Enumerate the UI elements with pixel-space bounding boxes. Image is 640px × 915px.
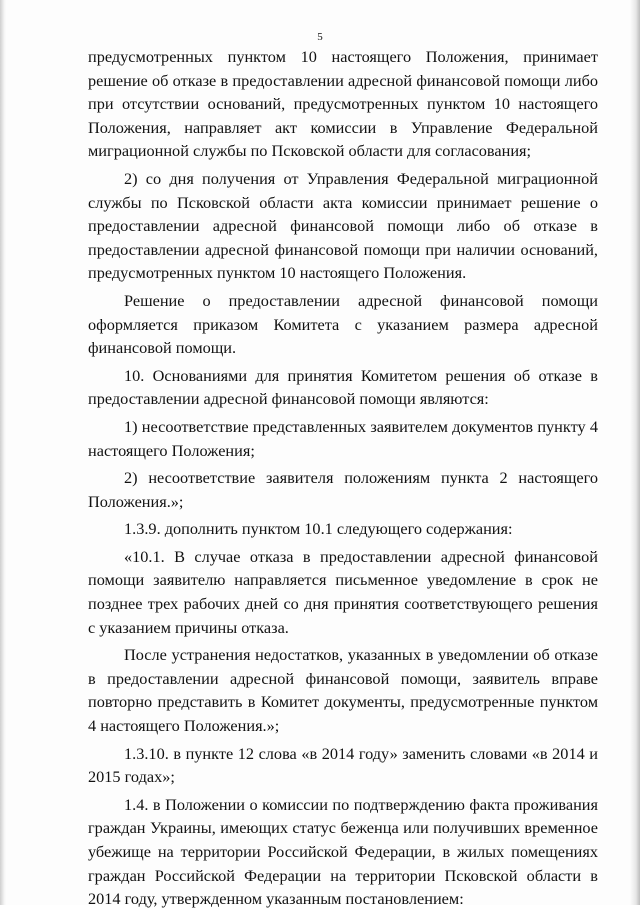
page-number: 5 [317, 31, 323, 43]
paragraph-point-10: 10. Основаниями для принятия Комитетом решения об отказе в предоставлении адресной финансовой помощи являются: [88, 365, 598, 409]
paragraph-point-10-sub-2: 2) несоответствие заявителя положениям пункта 2 настоящего Положения.»; [88, 468, 598, 511]
scan-shadow-left [0, 0, 6, 905]
paragraph-1-3-10: 1.3.10. в пункте 12 слова «в 2014 году» заменить словами «в 2014 и 2015 годах»; [88, 743, 598, 787]
paragraph-1-4: 1.4. в Положении о комиссии по подтверждению факта проживания граждан Украины, имеющих статус беженца или получивших временное убежище на территории Российской Федерации, в жилых помещениях граждан Российской Федерации на территории Псковской области в 2014 году, утвержденном указанным постановлением: [88, 794, 598, 909]
document-body [88, 45, 598, 915]
paragraph-point-10-sub-1: 1) несоответствие представленных заявителем документов пункту 4 настоящего Положения; [88, 416, 598, 460]
paragraph-point-10-1: «10.1. В случае отказа в предоставлении адресной финансовой помощи заявителю направляется письменное уведомление в срок не позднее трех рабочих дней со дня принятия соответствующего решения с указанием причины отказа. [88, 546, 598, 637]
paragraph-after-elimination: После устранения недостатков, указанных в уведомлении об отказе в предоставлении адресной финансовой помощи, заявитель вправе повторно представить в Комитет документы, предусмотренные пунктом 4 настоящего Положения.»; [88, 645, 598, 736]
paragraph-continuation: предусмотренных пунктом 10 настоящего Положения, принимает решение об отказе в предоставлении адресной финансовой помощи либо при отсутствии оснований, предусмотренных пунктом 10 настоящего Положения, направляет акт комиссии в Управление Федеральной миграционной службы по Псковской области для согласования; [88, 47, 598, 161]
scan-shadow-right [630, 0, 640, 905]
paragraph-decision: Решение о предоставлении адресной финансовой помощи оформляется приказом Комитета с указанием размера адресной финансовой помощи. [88, 290, 598, 358]
paragraph-item-2: 2) со дня получения от Управления Федеральной миграционной службы по Псковской области акта комиссии принимает решение о предоставлении адресной финансовой помощи либо об отказе в предоставлении адресной финансовой помощи при наличии оснований, предусмотренных пунктом 10 настоящего Положения. [88, 168, 598, 283]
paragraph-1-3-9: 1.3.9. дополнить пунктом 10.1 следующего содержания: [124, 519, 513, 539]
